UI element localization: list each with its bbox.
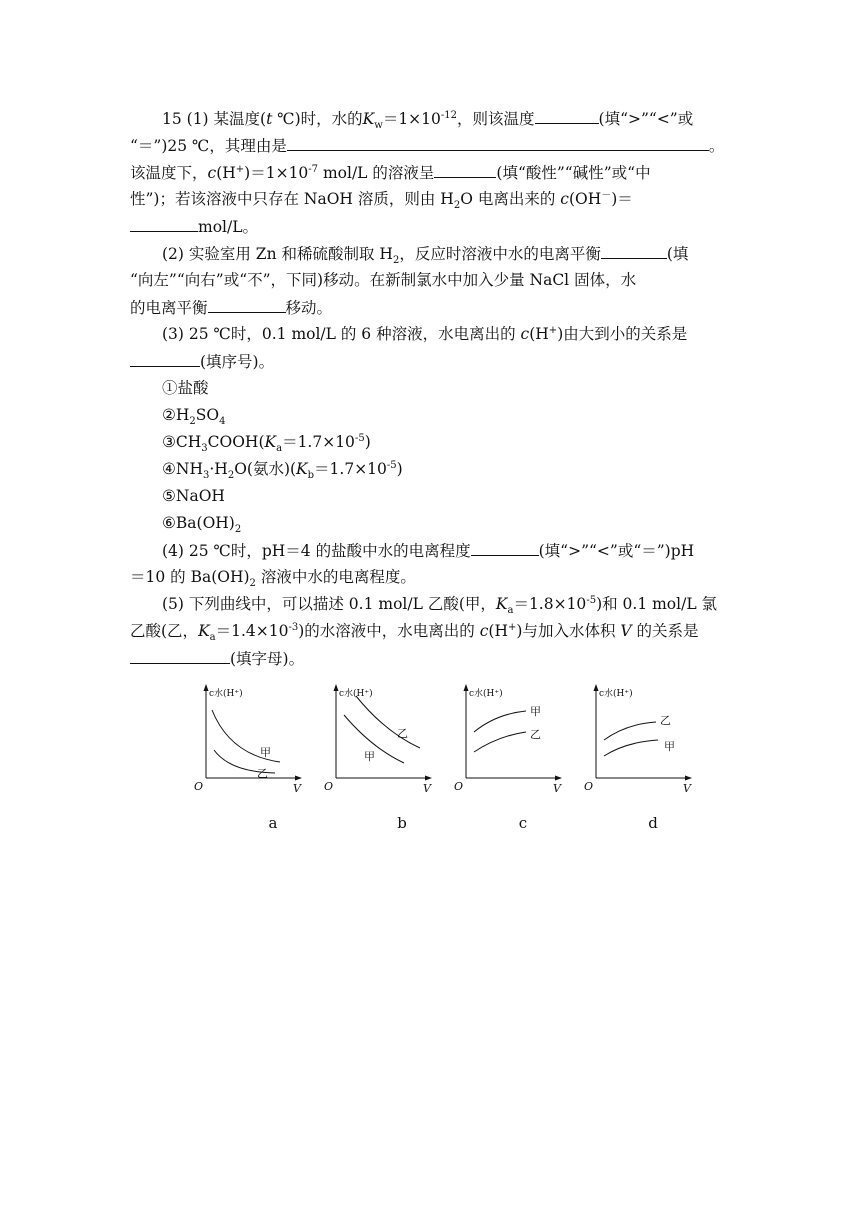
answer-blank[interactable] bbox=[208, 297, 286, 313]
curve-yi bbox=[604, 722, 656, 740]
answer-blank[interactable] bbox=[287, 135, 709, 151]
answer-blank[interactable] bbox=[535, 108, 599, 124]
curve-label-yi: 乙 bbox=[530, 728, 541, 741]
text: ＝1.7×10 bbox=[314, 460, 387, 478]
text: K bbox=[296, 460, 308, 478]
x-axis-label: V bbox=[683, 782, 691, 795]
text: ＝10 的 Ba(OH) bbox=[130, 568, 250, 586]
curve-jia bbox=[474, 711, 526, 732]
text: b bbox=[307, 470, 315, 482]
q3-option-6 bbox=[162, 513, 242, 536]
x-axis-arrow bbox=[685, 776, 692, 781]
text: (H bbox=[529, 325, 549, 343]
answer-blank[interactable] bbox=[434, 162, 496, 178]
text: (填“>”“<”或 bbox=[598, 110, 694, 128]
q2-line3 bbox=[130, 297, 332, 317]
y-axis-arrow bbox=[594, 684, 599, 691]
text: (填字母)。 bbox=[230, 650, 305, 668]
text: (填“酸性”“碱性”或“中 bbox=[496, 164, 651, 182]
x-axis-arrow bbox=[555, 776, 562, 781]
text: ＝1.7×10 bbox=[282, 433, 355, 451]
graph-c-svg bbox=[450, 680, 570, 810]
y-axis-arrow bbox=[334, 684, 339, 691]
text: )与加入水体积 bbox=[516, 622, 621, 640]
text: 该温度下， bbox=[130, 164, 208, 182]
text: (H bbox=[488, 622, 508, 640]
curve-label-yi: 乙 bbox=[660, 714, 671, 727]
text: (填序号)。 bbox=[200, 353, 275, 371]
text: ，则该温度 bbox=[457, 110, 535, 128]
q4-line1 bbox=[162, 540, 694, 560]
text: ·H bbox=[209, 460, 228, 478]
graph-a-svg bbox=[190, 680, 310, 810]
text: 2 bbox=[392, 255, 400, 267]
curve-label-jia: 甲 bbox=[364, 750, 375, 763]
text: 3 bbox=[201, 443, 208, 455]
answer-blank[interactable] bbox=[130, 216, 198, 232]
text: ℃)时，水的 bbox=[272, 110, 363, 128]
text: 2 bbox=[453, 200, 461, 212]
q1-line3 bbox=[130, 162, 651, 182]
x-axis-arrow bbox=[425, 776, 432, 781]
text: (填 bbox=[666, 245, 689, 263]
text: SO bbox=[195, 406, 220, 424]
text: a bbox=[276, 443, 283, 455]
curve-yi bbox=[474, 732, 526, 752]
origin-label: O bbox=[454, 780, 464, 793]
text: mol/L 的溶液呈 bbox=[318, 164, 435, 182]
y-axis-label: c水(H⁺) bbox=[209, 689, 243, 699]
answer-blank[interactable] bbox=[471, 540, 539, 556]
text: + bbox=[548, 324, 558, 336]
q2-line2 bbox=[130, 270, 636, 290]
text: ③CH bbox=[162, 433, 202, 451]
graph-d-svg bbox=[580, 680, 700, 810]
x-axis-label: V bbox=[423, 782, 431, 795]
graph-b bbox=[320, 680, 440, 840]
text: -5 bbox=[354, 432, 365, 444]
curve-label-jia: 甲 bbox=[260, 746, 271, 759]
y-axis-label: c水(H⁺) bbox=[339, 689, 373, 699]
text: 。 bbox=[708, 137, 725, 155]
graph-a bbox=[190, 680, 310, 840]
q1-line2 bbox=[130, 135, 724, 155]
text: (2) 实验室用 Zn 和稀硫酸制取 H bbox=[162, 245, 393, 263]
q1-line4 bbox=[130, 189, 633, 212]
origin-label: O bbox=[584, 780, 594, 793]
y-axis-arrow bbox=[464, 684, 469, 691]
text: 溶液中水的电离程度。 bbox=[255, 568, 416, 586]
q3-option-3 bbox=[162, 432, 371, 455]
text: t bbox=[266, 110, 273, 128]
graph-caption-b: b bbox=[397, 814, 407, 832]
text: 2 bbox=[189, 416, 196, 428]
q1-line5 bbox=[130, 216, 258, 236]
text: 性”)；若该溶液中只存在 NaOH 溶质，则由 H bbox=[130, 190, 454, 208]
text: -12 bbox=[440, 109, 457, 121]
x-axis-label: V bbox=[293, 782, 301, 795]
q1-line1 bbox=[162, 108, 694, 132]
text: )＝1×10 bbox=[244, 164, 309, 182]
q3-line2 bbox=[130, 351, 274, 371]
text: c bbox=[560, 190, 569, 208]
text: + bbox=[235, 163, 245, 175]
text: + bbox=[508, 621, 517, 633]
graph-options bbox=[190, 680, 710, 840]
q3-option-2 bbox=[162, 405, 226, 428]
text: 的电离平衡 bbox=[130, 299, 208, 317]
q5-line1 bbox=[162, 594, 718, 617]
text: (OH bbox=[568, 190, 602, 208]
curve-jia bbox=[604, 740, 658, 756]
text: 2 bbox=[249, 578, 256, 590]
text: (4) 25 ℃时，pH＝4 的盐酸中水的电离程度 bbox=[162, 542, 471, 560]
curve-label-yi: 乙 bbox=[397, 727, 408, 740]
text: (填“>”“<”或“＝”)pH bbox=[538, 542, 695, 560]
x-axis-arrow bbox=[295, 776, 302, 781]
text: COOH( bbox=[207, 433, 265, 451]
q5-line3 bbox=[130, 648, 304, 668]
text: O(氨水)( bbox=[234, 460, 297, 478]
text: ＝1×10 bbox=[382, 110, 441, 128]
text: a bbox=[507, 605, 514, 617]
q4-line2 bbox=[130, 567, 416, 590]
q5-line2 bbox=[130, 621, 699, 644]
text: ①盐酸 bbox=[162, 379, 209, 397]
text: )＝ bbox=[611, 190, 633, 208]
text: -5 bbox=[586, 594, 597, 606]
text: 15 (1) 某温度( bbox=[162, 110, 267, 128]
text: -3 bbox=[288, 621, 299, 633]
text: － bbox=[601, 189, 612, 201]
q3-option-5 bbox=[162, 486, 225, 506]
graph-caption-c: c bbox=[518, 814, 528, 832]
graph-b-svg bbox=[320, 680, 440, 810]
y-axis-arrow bbox=[204, 684, 209, 691]
graph-caption-d: d bbox=[648, 814, 658, 832]
origin-label: O bbox=[324, 780, 334, 793]
text: ，反应时溶液中水的电离平衡 bbox=[399, 245, 601, 263]
text: w bbox=[374, 120, 383, 132]
text: 移动。 bbox=[285, 299, 333, 317]
curve-yi bbox=[356, 696, 420, 748]
text: ⑤NaOH bbox=[162, 487, 225, 505]
text: K bbox=[198, 622, 210, 640]
text: “＝”)25 ℃，其理由是 bbox=[130, 137, 287, 155]
text: K bbox=[264, 433, 277, 451]
text: ④NH bbox=[162, 460, 203, 478]
text: K bbox=[495, 595, 508, 613]
text: (H bbox=[216, 164, 236, 182]
q3-line1 bbox=[162, 324, 687, 344]
q3-option-4 bbox=[162, 459, 403, 482]
text: O 电离出来的 bbox=[460, 190, 561, 208]
text: a bbox=[209, 632, 216, 644]
text: ) bbox=[396, 460, 403, 478]
text: (3) 25 ℃时，0.1 mol/L 的 6 种溶液，水电离出的 bbox=[162, 325, 521, 343]
text: 乙酸(乙， bbox=[130, 622, 199, 640]
curve-label-yi: 乙 bbox=[257, 767, 268, 780]
text: -7 bbox=[308, 163, 319, 175]
answer-blank[interactable] bbox=[130, 648, 230, 664]
answer-blank[interactable] bbox=[130, 351, 200, 367]
answer-blank[interactable] bbox=[601, 243, 667, 259]
text: 4 bbox=[219, 416, 226, 428]
text: K bbox=[362, 110, 375, 128]
x-axis-label: V bbox=[553, 782, 561, 795]
text: mol/L。 bbox=[198, 218, 259, 236]
text: ) bbox=[364, 433, 371, 451]
y-axis-label: c水(H⁺) bbox=[599, 689, 633, 699]
text: 的关系是 bbox=[631, 622, 699, 640]
graph-caption-a: a bbox=[268, 814, 278, 832]
text: ＝1.8×10 bbox=[513, 595, 587, 613]
q3-option-1 bbox=[162, 378, 209, 398]
text: )的水溶液中，水电离出的 bbox=[298, 622, 480, 640]
origin-label: O bbox=[194, 780, 204, 793]
text: )和 0.1 mol/L 氯 bbox=[596, 595, 718, 613]
text: c bbox=[479, 622, 489, 640]
text: “向左”“向右”或“不”，下同)移动。在新制氯水中加入少量 NaCl 固体，水 bbox=[130, 271, 637, 289]
curve-label-jia: 甲 bbox=[664, 740, 675, 753]
text: )由大到小的关系是 bbox=[557, 325, 688, 343]
curve-label-jia: 甲 bbox=[530, 705, 541, 718]
text: -5 bbox=[386, 459, 397, 471]
text: 3 bbox=[202, 470, 210, 482]
text: ＝1.4×10 bbox=[215, 622, 289, 640]
text: (5) 下列曲线中，可以描述 0.1 mol/L 乙酸(甲， bbox=[162, 595, 496, 613]
text: 2 bbox=[227, 470, 235, 482]
text: ②H bbox=[162, 406, 190, 424]
text: c bbox=[207, 164, 217, 182]
text: 2 bbox=[234, 524, 242, 536]
text: ⑥Ba(OH) bbox=[162, 514, 235, 532]
q2-line1 bbox=[162, 243, 689, 267]
text: c bbox=[520, 325, 530, 343]
y-axis-label: c水(H⁺) bbox=[469, 689, 503, 699]
text: V bbox=[620, 622, 632, 640]
